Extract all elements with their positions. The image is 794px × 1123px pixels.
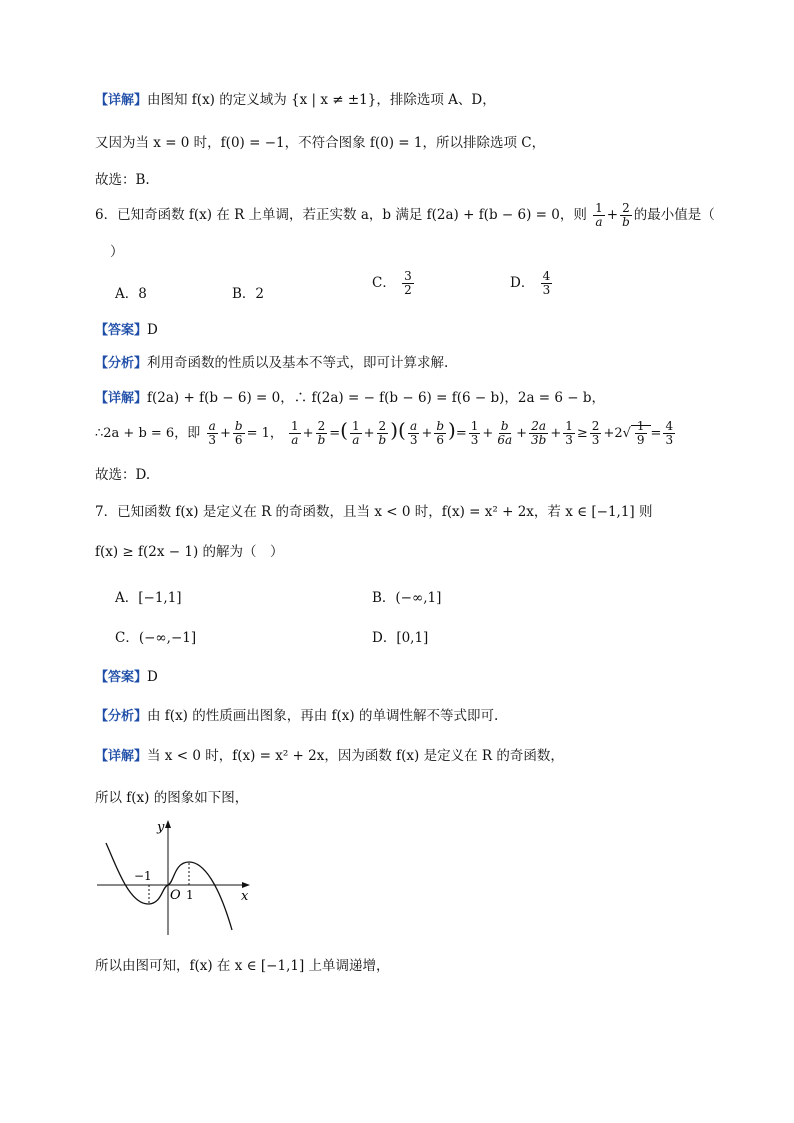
option-b: B．2 bbox=[232, 286, 265, 302]
stem-close-paren: ） bbox=[110, 244, 124, 260]
detail-tag: 【详解】 bbox=[95, 93, 148, 108]
y-axis-label: y bbox=[157, 820, 165, 835]
formula-line bbox=[95, 418, 677, 447]
fraction-denominator: b bbox=[622, 215, 630, 229]
fraction-denominator: a bbox=[595, 215, 603, 229]
question-6-stem bbox=[95, 202, 715, 229]
detail-text: 当 x < 0 时，f(x) = x² + 2x，因为函数 f(x) 是定义在 R 的奇函数， bbox=[147, 748, 564, 764]
option-a: A．[−1,1] bbox=[115, 590, 182, 606]
option-prefix: C． bbox=[372, 275, 396, 291]
fraction-numerator: b bbox=[234, 419, 243, 433]
formula-text: ∴2a + b = 6，即 bbox=[95, 426, 201, 441]
formula-text: = 1， bbox=[246, 426, 283, 441]
fraction bbox=[206, 420, 218, 447]
stem-text: 的最小值是（ bbox=[633, 207, 715, 223]
fraction-numerator: 4 bbox=[542, 269, 551, 283]
option-a: A．8 bbox=[115, 286, 147, 302]
option-d bbox=[510, 270, 554, 297]
formula-chain: $\frac{1}{a}$ + $\frac{2}{b}$ =( $\frac{1}{a}$ + $\frac{2}{b}$ )( $\frac{a}{3}$ + $\frac{b}{6}$ )= $\frac{1}{3}$ + $\frac{b}{6a}$ + $\frac{2a}{3b}$ + $\frac{1}{3}$ ≥ $\frac{2}{3}$ +2√ $\frac{1}{9}$ = $\frac{4}{3}$ bbox=[291, 418, 674, 447]
fraction-numerator: 2 bbox=[622, 201, 630, 215]
fraction-numerator: a bbox=[208, 419, 216, 433]
detail-text: 由图知 f(x) 的定义域为 {x | x ≠ ±1}，排除选项 A、D， bbox=[147, 92, 496, 108]
detail-line bbox=[95, 744, 564, 764]
detail-line bbox=[95, 88, 496, 108]
answer-line bbox=[95, 666, 158, 685]
option-d: D．[0,1] bbox=[372, 630, 429, 646]
answer-value: D bbox=[147, 322, 158, 338]
text-line: 所以由图可知，f(x) 在 x ∈ [−1,1] 上单调递增， bbox=[95, 958, 390, 974]
origin-label: O bbox=[170, 888, 181, 903]
fraction-numerator: 1 bbox=[595, 201, 603, 215]
answer-tag: 【答案】 bbox=[95, 670, 148, 685]
analysis-line bbox=[95, 351, 448, 371]
answer-line bbox=[95, 319, 158, 338]
question-7-stem-cont: f(x) ≥ f(2x − 1) 的解为（ ） bbox=[95, 544, 284, 560]
neg-one-label: −1 bbox=[134, 869, 152, 883]
analysis-text: 由 f(x) 的性质画出图象，再由 f(x) 的单调性解不等式即可. bbox=[147, 708, 499, 724]
fraction bbox=[541, 270, 553, 297]
analysis-tag: 【分析】 bbox=[95, 356, 148, 371]
analysis-tag: 【分析】 bbox=[95, 709, 148, 724]
fraction bbox=[593, 202, 605, 229]
one-label: 1 bbox=[186, 888, 194, 902]
function-graph bbox=[94, 815, 254, 940]
plus-sign: + bbox=[606, 207, 619, 223]
detail-tag: 【详解】 bbox=[95, 391, 148, 406]
fraction-denominator: 6 bbox=[234, 433, 243, 447]
fraction-denominator: 3 bbox=[208, 433, 216, 447]
text-line: 故选：B. bbox=[95, 172, 150, 188]
option-c bbox=[372, 270, 416, 297]
answer-value: D bbox=[147, 669, 158, 685]
option-c: C．(−∞,−1] bbox=[115, 630, 197, 646]
analysis-text: 利用奇函数的性质以及基本不等式，即可计算求解. bbox=[147, 355, 449, 371]
fraction bbox=[402, 270, 414, 297]
analysis-line bbox=[95, 704, 498, 724]
option-prefix: D． bbox=[510, 275, 535, 291]
fraction bbox=[620, 202, 632, 229]
fraction-denominator: 3 bbox=[542, 283, 551, 297]
x-axis-label: x bbox=[241, 889, 249, 904]
option-b: B．(−∞,1] bbox=[372, 590, 442, 606]
fraction-denominator: 2 bbox=[404, 283, 412, 297]
text-line: 故选：D. bbox=[95, 467, 151, 483]
question-7-stem: 7．已知函数 f(x) 是定义在 R 的奇函数，且当 x < 0 时，f(x) = x² + 2x，若 x ∈ [−1,1] 则 bbox=[95, 504, 653, 520]
y-axis-arrow-icon bbox=[165, 820, 171, 828]
plus-sign: + bbox=[219, 426, 231, 441]
fraction-numerator: 3 bbox=[404, 269, 412, 283]
detail-line bbox=[95, 386, 605, 406]
function-curve bbox=[106, 843, 232, 930]
detail-tag: 【详解】 bbox=[95, 749, 148, 764]
stem-text: 6．已知奇函数 f(x) 在 R 上单调，若正实数 a，b 满足 f(2a) + f(b − 6) = 0，则 bbox=[95, 207, 587, 223]
fraction bbox=[233, 420, 245, 447]
text-line: 又因为当 x = 0 时，f(0) = −1，不符合图象 f(0) = 1，所以排除选项 C， bbox=[95, 135, 546, 151]
detail-text: f(2a) + f(b − 6) = 0，∴ f(2a) = − f(b − 6) = f(6 − b)，2a = 6 − b， bbox=[147, 390, 606, 406]
text-line: 所以 f(x) 的图象如下图， bbox=[95, 790, 249, 806]
answer-tag: 【答案】 bbox=[95, 323, 148, 338]
x-axis-arrow-icon bbox=[242, 882, 250, 888]
